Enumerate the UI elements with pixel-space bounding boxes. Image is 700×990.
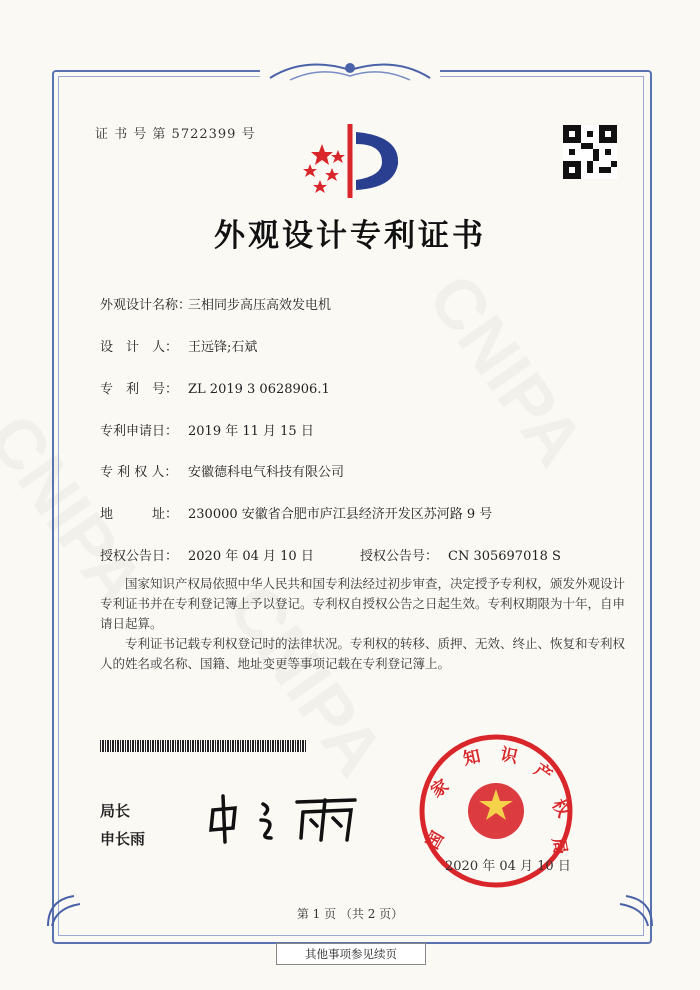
- field-grant-number: [360, 545, 561, 564]
- field-label: 授权公告日：: [100, 549, 179, 564]
- continuation-note: 其他事项参见续页: [276, 943, 426, 965]
- svg-text:局: 局: [547, 836, 571, 857]
- svg-text:识: 识: [498, 744, 520, 768]
- qr-code-icon: [563, 125, 617, 179]
- certificate-number: [95, 123, 256, 142]
- field-value: 2019 年 11 月 15 日: [188, 424, 314, 439]
- barcode: [100, 740, 306, 752]
- director-title: 局长: [100, 802, 131, 820]
- field-label: 设 计 人：: [100, 340, 179, 355]
- field-grant-date: [100, 545, 314, 564]
- field-label: 专 利 号：: [100, 382, 179, 397]
- legal-status-statement: 专利证书记载专利权登记时的法律状况。专利权的转移、质押、无效、终止、恢复和专利权人的姓名或名称、国籍、地址变更等事项记载在专利登记簿上。: [100, 636, 626, 671]
- director-name: 申长雨: [100, 830, 146, 848]
- page-indicator: 第 1 页 （共 2 页）: [296, 907, 404, 921]
- top-ornament-icon: [260, 56, 440, 86]
- field-value: 2020 年 04 月 10 日: [188, 549, 314, 564]
- svg-text:家: 家: [427, 775, 453, 802]
- field-label: 专利申请日：: [100, 424, 179, 439]
- field-value: ZL 2019 3 0628906.1: [188, 382, 330, 397]
- certificate-number-suffix: 号: [241, 127, 256, 142]
- field-value: CN 305697018 S: [448, 549, 561, 564]
- svg-text:产: 产: [530, 759, 556, 786]
- field-designer: [100, 336, 257, 355]
- field-application-date: [100, 420, 314, 439]
- field-patentee: [100, 461, 344, 480]
- grant-statement: 国家知识产权局依照中华人民共和国专利法经过初步审查，决定授予专利权，颁发外观设计专利证书并在专利登记簿上予以登记。专利权自授权公告之日起生效。专利权期限为十年，自申请日起算。: [100, 576, 626, 631]
- field-label: 专 利 权 人：: [100, 465, 178, 480]
- certificate-number-label: 证 书 号 第: [95, 127, 167, 142]
- svg-text:权: 权: [547, 796, 574, 821]
- field-label: 授权公告号：: [360, 549, 439, 564]
- cnipa-logo-icon: [300, 122, 405, 200]
- field-value: 王远锋;石斌: [188, 340, 258, 355]
- seal-date: 2020 年 04 月 10 日: [445, 859, 571, 874]
- field-value: 安徽德科电气科技有限公司: [188, 465, 345, 480]
- svg-text:国: 国: [422, 828, 449, 853]
- field-design-name: [100, 294, 331, 313]
- svg-text:知: 知: [461, 746, 483, 770]
- certificate-number-value: 5722399: [171, 127, 237, 142]
- certificate-title: 外观设计专利证书: [214, 218, 486, 254]
- field-address: [100, 503, 492, 522]
- handwritten-signature: [205, 790, 365, 845]
- field-label: 地 址：: [100, 507, 179, 522]
- field-value: 三相同步高压高效发电机: [188, 298, 332, 313]
- field-label: 外观设计名称：: [100, 298, 192, 313]
- field-patent-number: [100, 378, 330, 397]
- field-value: 230000 安徽省合肥市庐江县经济开发区苏河路 9 号: [188, 507, 493, 522]
